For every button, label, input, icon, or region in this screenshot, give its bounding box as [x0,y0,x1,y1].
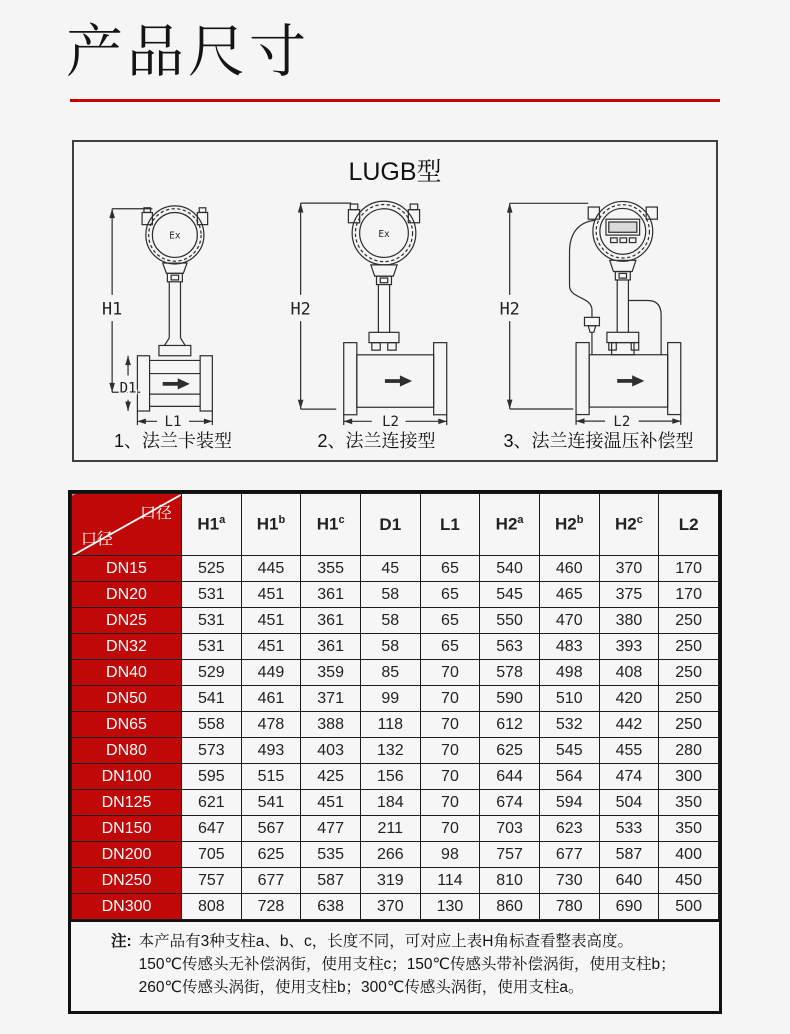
column-header-h2c: H2$^c$ [599,494,659,556]
dimension-value-cell: 455 [599,738,659,764]
dimension-value-cell: 300 [659,764,719,790]
dimension-value-cell: 99 [360,686,420,712]
note-line: 150℃传感头无补偿涡街，使用支柱c；150℃传感头带补偿涡街，使用支柱b； [138,955,676,973]
dimension-value-cell: 531 [182,608,242,634]
row-header-dn: DN65 [72,712,182,738]
dimension-value-cell: 474 [599,764,659,790]
dimension-value-cell: 498 [539,660,599,686]
dimension-value-cell: 70 [420,790,480,816]
dim-label-l2: L2 [382,414,400,426]
dimension-value-cell: 170 [659,556,719,582]
dim-label-h2: H2 [290,298,311,319]
dimension-value-cell: 612 [480,712,540,738]
dimension-value-cell: 535 [301,842,361,868]
dimension-value-cell: 375 [599,582,659,608]
dimension-value-cell: 564 [539,764,599,790]
dimension-value-cell: 65 [420,634,480,660]
figure-row [74,188,716,453]
dimension-value-cell: 730 [539,868,599,894]
row-header-dn: DN50 [72,686,182,712]
figure-flange-connection [278,190,475,453]
dimension-value-cell: 211 [360,816,420,842]
dimension-value-cell: 70 [420,660,480,686]
table-row-dn20 [72,582,719,608]
dimension-value-cell: 425 [301,764,361,790]
dimension-value-cell: 250 [659,660,719,686]
dimension-value-cell: 545 [480,582,540,608]
dimension-value-cell: 757 [182,868,242,894]
dimension-value-cell: 130 [420,894,480,920]
dimension-value-cell: 408 [599,660,659,686]
dimension-value-cell: 780 [539,894,599,920]
dimension-value-cell: 250 [659,634,719,660]
dimension-value-cell: 677 [241,868,301,894]
dimension-value-cell: 478 [241,712,301,738]
figure-caption: 3、法兰连接温压补偿型 [503,431,694,451]
dimension-value-cell: 370 [360,894,420,920]
table-row-dn150 [72,816,719,842]
dimension-value-cell: 118 [360,712,420,738]
dimension-value-cell: 529 [182,660,242,686]
dimension-value-cell: 500 [659,894,719,920]
column-header-h2a: H2$^a$ [480,494,540,556]
dimension-value-cell: 70 [420,712,480,738]
dimension-value-cell: 442 [599,712,659,738]
dimension-value-cell: 705 [182,842,242,868]
dimension-value-cell: 250 [659,686,719,712]
row-header-dn: DN25 [72,608,182,634]
dimension-value-cell: 371 [301,686,361,712]
note-line: 本产品有3种支柱a、b、c，长度不同，可对应上表H角标查看整表高度。 [138,933,633,950]
dimension-value-cell: 477 [301,816,361,842]
dimension-value-cell: 170 [659,582,719,608]
column-header-l2: L2 [659,494,719,556]
column-header-h2b: H2$^b$ [539,494,599,556]
dimension-value-cell: 361 [301,608,361,634]
dimension-value-cell: 515 [241,764,301,790]
table-row-dn15 [72,556,719,582]
dimension-value-cell: 461 [241,686,301,712]
dimension-value-cell: 674 [480,790,540,816]
column-header-l1: L1 [420,494,480,556]
dimension-and-outline-lines [510,201,681,424]
table-row-dn32 [72,634,719,660]
dimension-value-cell: 640 [599,868,659,894]
dimension-value-cell: 531 [182,634,242,660]
table-row-dn25 [72,608,719,634]
dimension-value-cell: 493 [241,738,301,764]
dimension-value-cell: 647 [182,816,242,842]
dimension-value-cell: 690 [599,894,659,920]
dimension-value-cell: 625 [480,738,540,764]
row-header-dn: DN150 [72,816,182,842]
dimension-value-cell: 58 [360,634,420,660]
title-underline [70,99,720,102]
dimension-value-cell: 250 [659,712,719,738]
dimension-value-cell: 541 [182,686,242,712]
ex-marking: Ex [169,230,181,242]
dimension-value-cell: 45 [360,556,420,582]
dimension-value-cell: 280 [659,738,719,764]
dimension-value-cell: 65 [420,608,480,634]
dimension-value-cell: 184 [360,790,420,816]
dimension-value-cell: 531 [182,582,242,608]
dimension-value-cell: 540 [480,556,540,582]
dimension-value-cell: 860 [480,894,540,920]
dimension-value-cell: 445 [241,556,301,582]
dimension-value-cell: 533 [599,816,659,842]
dim-label-l2: L2 [613,413,631,426]
dimension-value-cell: 545 [539,738,599,764]
arrowheads [298,203,447,424]
dimension-value-cell: 355 [301,556,361,582]
flange-connection-drawing [278,190,475,426]
dimension-value-cell: 156 [360,764,420,790]
dimension-value-cell: 550 [480,608,540,634]
dimension-value-cell: 483 [539,634,599,660]
dimensions-table-panel [68,490,722,1014]
dimension-value-cell: 450 [659,868,719,894]
dimension-value-cell: 590 [480,686,540,712]
dimension-value-cell: 625 [241,842,301,868]
dimension-value-cell: 359 [301,660,361,686]
dimension-value-cell: 65 [420,556,480,582]
dim-label-h2: H2 [499,298,520,319]
dimension-value-cell: 85 [360,660,420,686]
dimension-value-cell: 525 [182,556,242,582]
dimension-value-cell: 400 [659,842,719,868]
dimension-value-cell: 810 [480,868,540,894]
dimension-value-cell: 728 [241,894,301,920]
table-row-dn200 [72,842,719,868]
figure-flange-compensation [491,190,706,453]
dimension-value-cell: 470 [539,608,599,634]
table-body [72,556,719,920]
dimension-value-cell: 510 [539,686,599,712]
row-header-dn: DN40 [72,660,182,686]
flange-compensation-drawing [491,190,706,426]
dimension-value-cell: 532 [539,712,599,738]
table-row-dn50 [72,686,719,712]
column-header-h1b: H1$^b$ [241,494,301,556]
dimension-value-cell: 587 [301,868,361,894]
dimension-value-cell: 449 [241,660,301,686]
dimension-value-cell: 350 [659,816,719,842]
row-header-dn: DN250 [72,868,182,894]
dimension-value-cell: 70 [420,816,480,842]
figure-caption: 1、法兰卡装型 [113,431,232,451]
diagram-title: LUGB型 [348,158,442,186]
corner-label-top: 口径 [139,505,172,522]
page-title: 产品尺寸 [66,20,310,84]
row-header-dn: DN100 [72,764,182,790]
note-line: 260℃传感头涡街，使用支柱b；300℃传感头涡街，使用支柱a。 [138,978,584,996]
dimension-value-cell: 703 [480,816,540,842]
flange-clamp-drawing [84,190,262,426]
dimension-value-cell: 393 [599,634,659,660]
figure-flange-clamp [84,190,262,453]
dimension-value-cell: 250 [659,608,719,634]
dim-label-l1: L1 [164,414,182,426]
dimension-value-cell: 587 [599,842,659,868]
table-header-row [72,494,719,556]
dimension-value-cell: 808 [182,894,242,920]
dimension-value-cell: 266 [360,842,420,868]
dimension-value-cell: 757 [480,842,540,868]
dimensions-table [71,493,719,920]
dimension-value-cell: 567 [241,816,301,842]
dim-label-h1: H1 [101,298,123,319]
table-row-dn65 [72,712,719,738]
dim-label-d1: D1 [119,380,137,397]
dimension-value-cell: 623 [539,816,599,842]
table-row-dn300 [72,894,719,920]
dimension-value-cell: 403 [301,738,361,764]
dimension-value-cell: 319 [360,868,420,894]
dimension-value-cell: 573 [182,738,242,764]
dimension-value-cell: 350 [659,790,719,816]
dimension-value-cell: 370 [599,556,659,582]
dimension-value-cell: 114 [420,868,480,894]
dimension-value-cell: 451 [241,634,301,660]
dimension-value-cell: 132 [360,738,420,764]
row-header-dn: DN32 [72,634,182,660]
dimension-value-cell: 361 [301,582,361,608]
dimension-value-cell: 65 [420,582,480,608]
column-header-h1a: H1$^a$ [182,494,242,556]
dimension-value-cell: 388 [301,712,361,738]
column-header-h1c: H1$^c$ [301,494,361,556]
dimension-value-cell: 451 [301,790,361,816]
dimension-value-cell: 460 [539,556,599,582]
dimension-value-cell: 621 [182,790,242,816]
row-header-dn: DN200 [72,842,182,868]
row-header-dn: DN80 [72,738,182,764]
row-header-dn: DN300 [72,894,182,920]
table-row-dn40 [72,660,719,686]
dimension-value-cell: 595 [182,764,242,790]
dimension-value-cell: 465 [539,582,599,608]
dimension-value-cell: 541 [241,790,301,816]
dimension-value-cell: 98 [420,842,480,868]
table-corner-cell [72,494,182,556]
dimension-value-cell: 677 [539,842,599,868]
dimension-value-cell: 70 [420,738,480,764]
row-header-dn: DN125 [72,790,182,816]
dimension-value-cell: 578 [480,660,540,686]
dimension-value-cell: 558 [182,712,242,738]
dimension-value-cell: 594 [539,790,599,816]
figure-caption: 2、法兰连接型 [317,431,436,451]
table-row-dn100 [72,764,719,790]
dimension-value-cell: 644 [480,764,540,790]
footnote [71,920,719,1011]
dimension-value-cell: 420 [599,686,659,712]
corner-label-bottom: 口径 [81,531,114,548]
table-row-dn80 [72,738,719,764]
dimension-and-outline-lines [301,201,447,425]
dimension-value-cell: 380 [599,608,659,634]
dimension-value-cell: 504 [599,790,659,816]
row-header-dn: DN20 [72,582,182,608]
ex-marking: Ex [378,228,390,240]
dimension-value-cell: 638 [301,894,361,920]
diagram-panel [72,140,718,462]
table-row-dn125 [72,790,719,816]
table-row-dn250 [72,868,719,894]
dimension-value-cell: 70 [420,686,480,712]
dimension-value-cell: 70 [420,764,480,790]
dimension-value-cell: 451 [241,582,301,608]
dimension-value-cell: 361 [301,634,361,660]
footnote-label: 注: [111,933,132,950]
column-header-d1: D1 [360,494,420,556]
dimension-value-cell: 451 [241,608,301,634]
row-header-dn: DN15 [72,556,182,582]
dimension-value-cell: 58 [360,608,420,634]
dimension-value-cell: 58 [360,582,420,608]
dimension-value-cell: 563 [480,634,540,660]
note-lines [139,931,676,1000]
